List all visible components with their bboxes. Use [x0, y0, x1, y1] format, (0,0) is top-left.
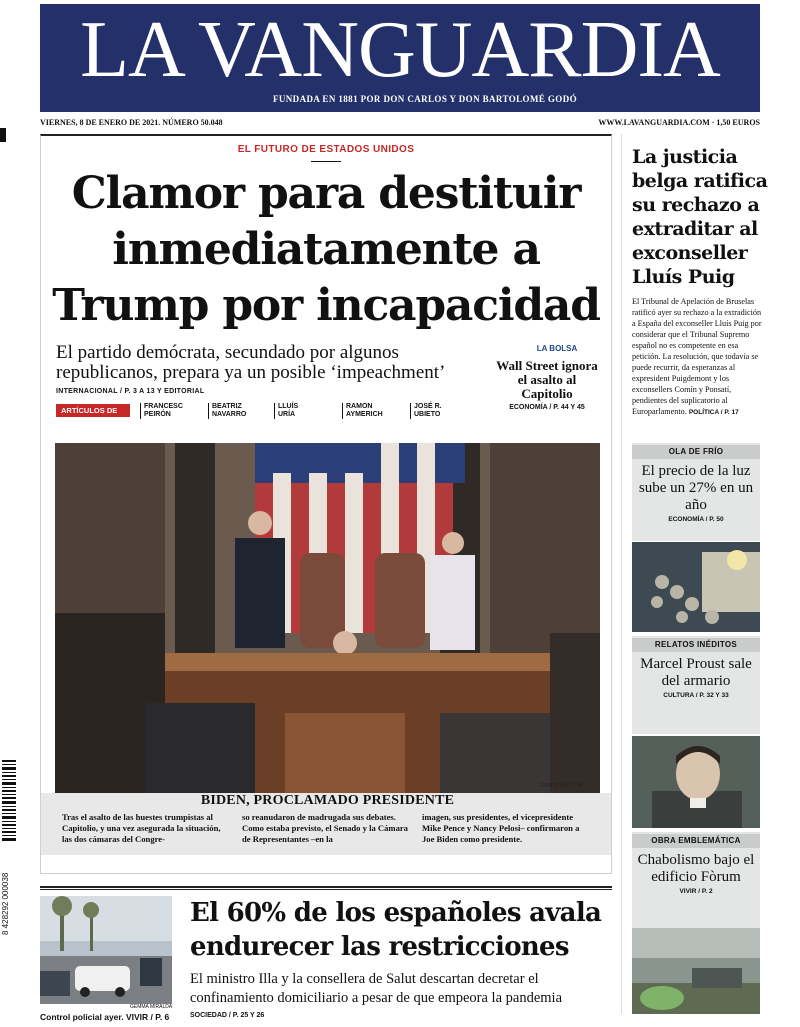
photo-caption — [62, 812, 592, 852]
side-box-kicker: OLA DE FRÍO — [632, 445, 760, 459]
lead-headline-line1: Clamor para destituir — [71, 168, 581, 219]
justice-body — [632, 296, 764, 418]
caption-column: so reanudaron de madrugada sus debates. Como estaba previsto, el Senado y la Cámara de Representantes –en la — [242, 812, 408, 844]
side-box-headline: El precio de la luz sube un 27% en un año — [638, 463, 754, 513]
bottom-headline-line2: endurecer las restricciones — [190, 932, 569, 962]
barcode-number: 8 428292 000038 — [1, 872, 10, 935]
side-box-headline: Chabolismo bajo el edificio Fòrum — [637, 852, 755, 885]
author-item[interactable]: FRANCESC PEIRÓN — [140, 403, 183, 419]
lead-headline-line2: inmediatamente a — [112, 224, 540, 275]
bolsa-page-ref: ECONOMÍA / P. 44 Y 45 — [509, 404, 585, 411]
kicker-rule — [311, 161, 341, 162]
bottom-photo-caption: Control policial ayer. VIVIR / P. 6 — [40, 1012, 170, 1022]
side-box-obra[interactable] — [632, 832, 760, 928]
street-scene-illustration — [40, 896, 172, 1004]
edge-marker — [0, 128, 6, 142]
street-photo[interactable] — [40, 896, 172, 1004]
caption-column: Tras el asalto de las huestes trumpistas al Capitolio, y una vez asegurada la situación, las dos cámaras del Congre- — [62, 812, 221, 844]
proust-photo[interactable] — [632, 736, 760, 828]
divider — [40, 886, 612, 888]
justice-headline[interactable]: La justicia belga ratifica su rechazo a extraditar al exconseller Lluís Puig — [632, 146, 768, 288]
bottom-photo-credit: GEMMA MIRALDA — [130, 1004, 173, 1010]
congress-scene-illustration — [55, 443, 600, 793]
articles-row — [56, 403, 486, 425]
photo-caption-headline: BIDEN, PROCLAMADO PRESIDENTE — [200, 793, 455, 808]
side-box-page-ref: CULTURA / P. 32 Y 33 — [663, 692, 729, 699]
side-box-ola-de-frio[interactable] — [632, 443, 760, 541]
photo-credit: ERIN SCHAFF / AP — [540, 783, 584, 789]
lead-headline[interactable] — [40, 166, 612, 334]
dateline-web: WWW.LAVANGUARDIA.COM · 1,50 EUROS — [598, 118, 760, 127]
lead-headline-line3: Trump por incapacidad — [52, 280, 600, 331]
author-item[interactable]: LLUÍS URÍA — [274, 403, 298, 419]
articles-label: ARTÍCULOS DE — [56, 404, 130, 417]
caption-column: imagen, sus presidentes, el vicepresidente Mike Pence y Nancy Pelosi– confirmaron a Joe Biden como presidente. — [422, 812, 580, 844]
bolsa-box[interactable] — [484, 344, 600, 424]
column-divider — [621, 134, 622, 1014]
bottom-page-ref: SOCIEDAD / P. 25 Y 26 — [190, 1012, 265, 1019]
divider — [40, 889, 612, 890]
side-box-page-ref: VIVIR / P. 2 — [679, 888, 713, 895]
bottom-standfirst: El ministro Illa y la consellera de Salut descartan decretar el confinamiento domiciliario a pesar de que empeora la pandemia — [190, 971, 563, 1006]
justice-page-ref: POLÍTICA / P. 17 — [688, 409, 739, 416]
lead-photo[interactable] — [55, 443, 600, 793]
masthead — [40, 4, 760, 112]
bottom-headline[interactable] — [190, 896, 610, 964]
dateline-date: VIERNES, 8 DE ENERO DE 2021. NÚMERO 50.048 — [40, 118, 223, 127]
lead-kicker: EL FUTURO DE ESTADOS UNIDOS — [237, 144, 415, 155]
lead-standfirst: El partido demócrata, secundado por algunos republicanos, prepara ya un posible ‘impeachment’ — [56, 342, 446, 383]
forum-photo[interactable] — [632, 928, 760, 1014]
side-box-kicker: RELATOS INÉDITOS — [632, 638, 760, 652]
bolsa-headline: Wall Street ignora el asalto al Capitolio — [496, 358, 598, 401]
masthead-title: LA VANGUARDIA — [80, 6, 720, 94]
author-item[interactable]: RAMON AYMERICH — [342, 403, 383, 419]
bolsa-kicker: LA BOLSA — [536, 344, 578, 353]
masthead-subtitle: FUNDADA EN 1881 POR DON CARLOS Y DON BARTOLOMÉ GODÓ — [272, 94, 577, 104]
dateline — [40, 118, 760, 130]
lead-page-ref: INTERNACIONAL / P. 3 A 13 Y EDITORIAL — [56, 388, 205, 395]
justice-body-text: El Tribunal de Apelación de Bruselas ratificó ayer su rechazo a la extradición a España del exconseller Lluís Puig por considerar que el Tribunal Supremo español no es competente en esa petición. La resolución, que todavía se puede recurrir, da esperanzas al expresident Puigdemont y los exconsellers Comín y Ponsatí, pendientes del suplicatorio al Europarlamento. — [632, 297, 762, 416]
author-item[interactable]: BEATRIZ NAVARRO — [208, 403, 246, 419]
side-box-headline: Marcel Proust sale del armario — [640, 656, 752, 689]
side-box-relatos[interactable] — [632, 636, 760, 734]
author-item[interactable]: JOSÉ R. UBIETO — [410, 403, 442, 419]
bottom-headline-line1: El 60% de los españoles avala — [190, 898, 602, 928]
side-box-page-ref: ECONOMÍA / P. 50 — [668, 516, 724, 523]
coins-photo[interactable] — [632, 542, 760, 632]
side-box-kicker: OBRA EMBLEMÁTICA — [632, 834, 760, 848]
